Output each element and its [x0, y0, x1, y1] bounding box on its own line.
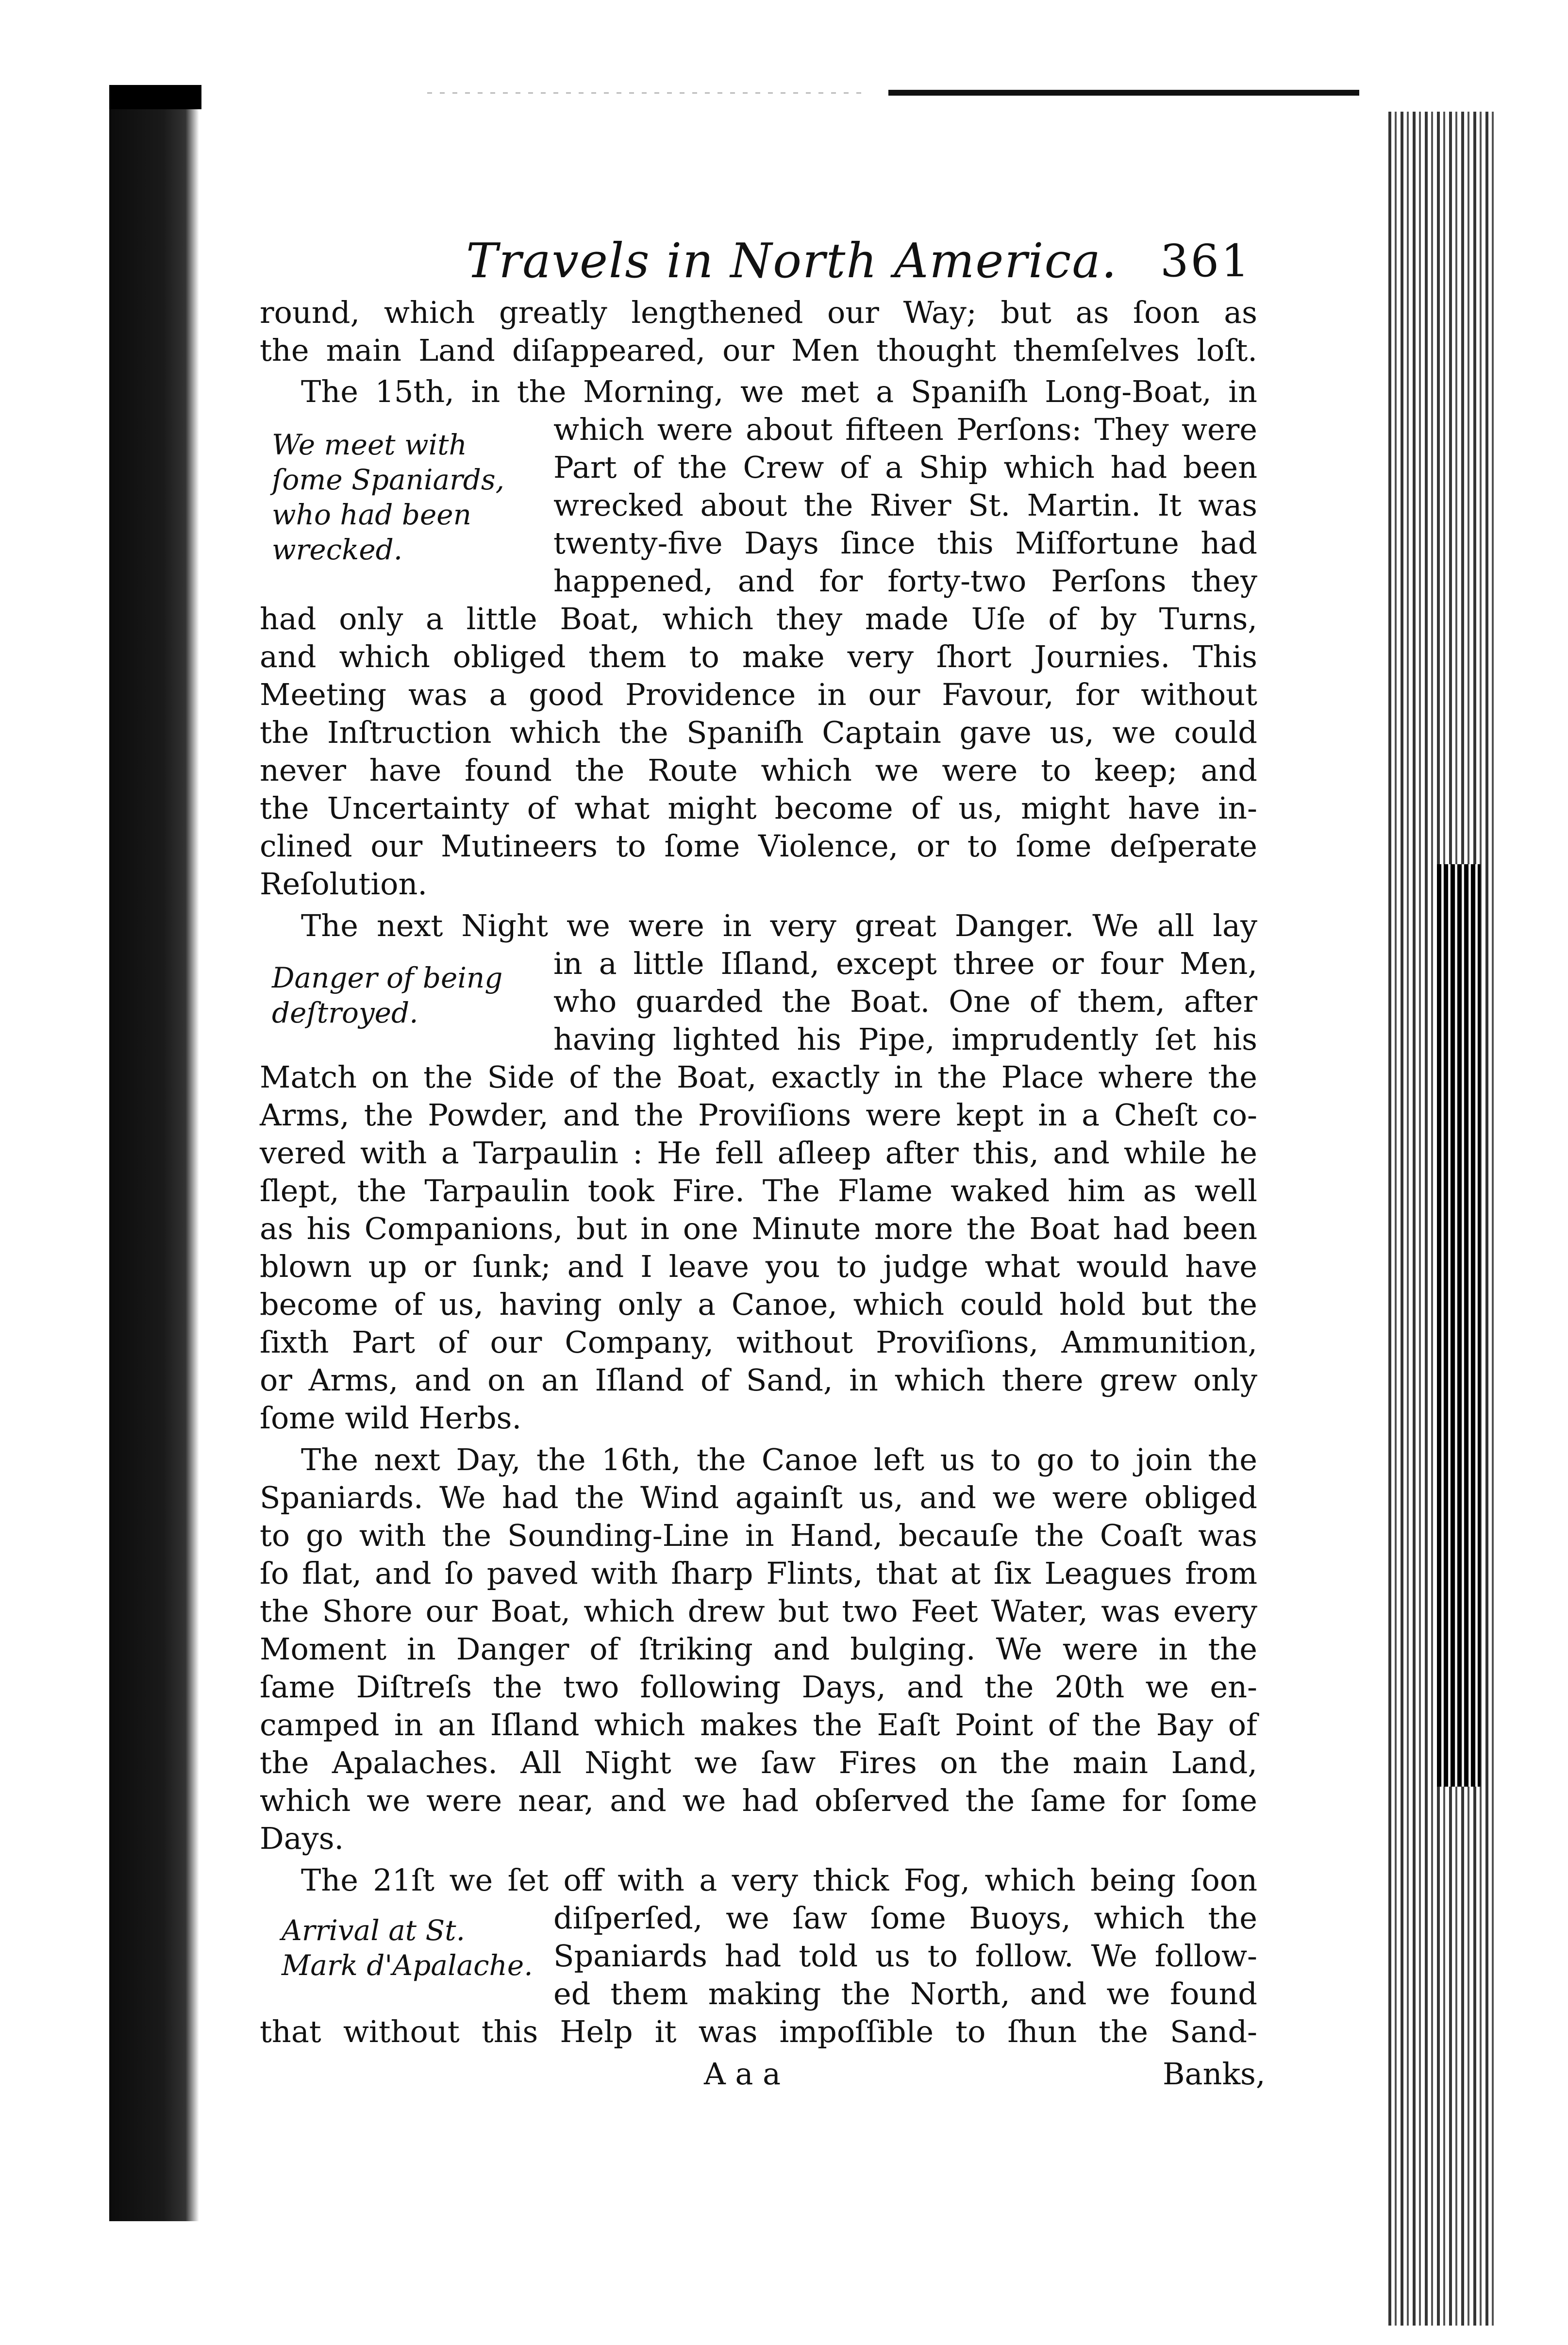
margin-note	[282, 1913, 533, 1983]
text-line: Part of the Crew of a Ship which had been	[553, 450, 1257, 485]
margin-note-line: Arrival at St.	[282, 1914, 466, 1947]
text-line: the Shore our Boat, which drew but two Feet Water, was every	[260, 1593, 1257, 1629]
text-line: ſome wild Herbs.	[260, 1400, 522, 1436]
text-line: Spaniards had told us to follow. We follow-	[553, 1938, 1257, 1974]
margin-note-line: We meet with	[272, 428, 467, 461]
top-dashes	[427, 92, 864, 94]
signature-mark: A a a	[704, 2056, 781, 2092]
text-line: which were about fifteen Perſons: They were	[553, 412, 1257, 447]
text-line: the Inſtruction which the Spaniſh Captain gave us, we could	[260, 715, 1257, 750]
text-line: Moment in Danger of ſtriking and bulging. We were in the	[260, 1631, 1257, 1667]
text-line: having lighted his Pipe, imprudently ſet his	[553, 1022, 1257, 1057]
text-line: had only a little Boat, which they made Uſe of by Turns,	[260, 601, 1257, 636]
margin-note-line: deſtroyed.	[272, 996, 418, 1029]
margin-note-line: Mark d'Apalache.	[282, 1949, 533, 1982]
margin-note-line: wrecked.	[272, 533, 403, 566]
text-line: Reſolution.	[260, 866, 428, 902]
text-line: wrecked about the River St. Martin. It was	[553, 487, 1257, 523]
text-line: which we were near, and we had obſerved the ſame for ſome	[260, 1783, 1257, 1818]
text-line: become of us, having only a Canoe, which could hold but the	[260, 1287, 1257, 1322]
catchword: Banks,	[1163, 2056, 1266, 2092]
text-line: or Arms, and on an Iſland of Sand, in which there grew only	[260, 1362, 1257, 1398]
margin-note-line: Danger of being	[272, 961, 503, 994]
text-line: Arms, the Powder, and the Proviſions were kept in a Cheſt co-	[260, 1097, 1257, 1133]
text-line: Days.	[260, 1821, 344, 1856]
text-line: happened, and for forty-two Perſons they	[553, 563, 1257, 599]
margin-note	[272, 960, 502, 1030]
text-line: never have found the Route which we were to keep; and	[260, 753, 1257, 788]
text-line: camped in an Iſland which makes the Eaſt Point of the Bay of	[260, 1707, 1257, 1742]
margin-note	[272, 427, 504, 567]
text-line: The next Day, the 16th, the Canoe left us to go to join the	[301, 1442, 1257, 1477]
page-number: 361	[1160, 235, 1251, 287]
text-line: in a little Iſland, except three or four Men,	[553, 946, 1257, 981]
text-line: ſame Diſtreſs the two following Days, and the 20th we en-	[260, 1669, 1257, 1705]
text-line: Match on the Side of the Boat, exactly in the Place where the	[260, 1059, 1257, 1095]
text-line: ſo flat, and ſo paved with ſharp Flints, that at ſix Leagues from	[260, 1556, 1257, 1591]
text-line: The 21ſt we ſet off with a very thick Fog, which being ſoon	[301, 1862, 1257, 1898]
text-line: ſlept, the Tarpaulin took Fire. The Flame waked him as well	[260, 1173, 1257, 1208]
text-line: as his Companions, but in one Minute more the Boat had been	[260, 1211, 1257, 1246]
margin-note-line: ſome Spaniards,	[272, 463, 505, 496]
scan-edge-right-band	[1437, 864, 1481, 1787]
text-line: round, which greatly lengthened our Way; but as ſoon as	[260, 295, 1257, 330]
text-line: the Apalaches. All Night we ſaw Fires on the main Land,	[260, 1745, 1257, 1780]
top-rule	[888, 90, 1359, 96]
text-line: twenty-five Days ſince this Miſfortune had	[553, 525, 1257, 561]
text-line: and which obliged them to make very ſhort Journies. This	[260, 639, 1257, 674]
text-line: the main Land diſappeared, our Men thought themſelves loſt.	[260, 333, 1257, 368]
text-line: ed them making the North, and we found	[553, 1976, 1257, 2011]
text-line: The next Night we were in very great Danger. We all lay	[301, 908, 1257, 943]
text-line: the Uncertainty of what might become of us, might have in-	[260, 790, 1257, 826]
text-line: The 15th, in the Morning, we met a Spaniſh Long-Boat, in	[301, 374, 1257, 409]
scan-edge-left-cap	[109, 85, 201, 109]
text-line: blown up or ſunk; and I leave you to judge what would have	[260, 1249, 1257, 1284]
running-title: Travels in North America.	[466, 234, 1118, 289]
text-line: to go with the Sounding-Line in Hand, becauſe the Coaſt was	[260, 1518, 1257, 1553]
text-line: Meeting was a good Providence in our Favour, for without	[260, 677, 1257, 712]
margin-note-line: who had been	[272, 498, 471, 531]
text-line: vered with a Tarpaulin : He fell aſleep after this, and while he	[260, 1135, 1257, 1171]
text-line: ſixth Part of our Company, without Proviſions, Ammunition,	[260, 1324, 1257, 1360]
text-line: clined our Mutineers to ſome Violence, or to ſome deſperate	[260, 828, 1257, 864]
text-line: diſperſed, we ſaw ſome Buoys, which the	[553, 1900, 1257, 1936]
text-line: that without this Help it was impoſſible to ſhun the Sand-	[260, 2014, 1257, 2049]
text-line: Spaniards. We had the Wind againſt us, and we were obliged	[260, 1480, 1257, 1515]
text-line: who guarded the Boat. One of them, after	[553, 984, 1257, 1019]
scan-edge-left	[109, 85, 199, 2221]
